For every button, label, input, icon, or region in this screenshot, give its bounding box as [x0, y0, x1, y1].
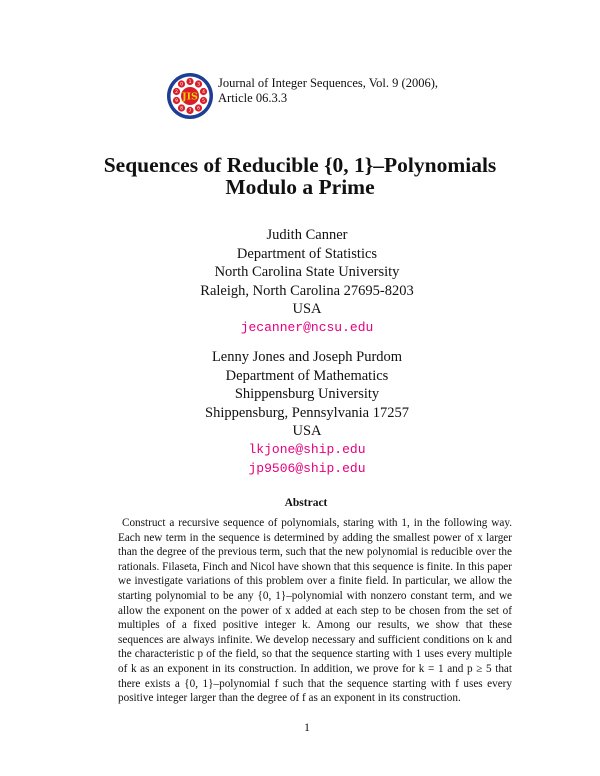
title-line-1: Sequences of Reducible {0, 1}–Polynomials: [103, 153, 497, 177]
logo-digit: 7: [188, 109, 192, 115]
paper-title: [0, 154, 600, 198]
abstract-heading: Abstract: [284, 497, 328, 509]
logo-digit: 0: [180, 82, 183, 88]
journal-citation: [218, 76, 438, 106]
author-1-country: USA: [292, 301, 322, 318]
author-1-city: Raleigh, North Carolina 27695-8203: [200, 282, 414, 299]
author-2-city: Shippensburg, Pennsylvania 17257: [205, 404, 409, 421]
logo-text: JIS: [182, 91, 198, 103]
author-2-block: [0, 348, 600, 478]
author-1-block: [0, 226, 600, 338]
journal-line-1: Journal of Integer Sequences, Vol. 9 (2006),: [218, 76, 438, 90]
logo-digit: 8: [180, 106, 183, 112]
logo-digit: 6: [197, 106, 200, 112]
logo-digit: 3: [197, 82, 200, 88]
logo-digit: 1: [188, 80, 192, 86]
page-number: 1: [304, 720, 310, 734]
logo-digit: 2: [175, 90, 178, 96]
author-2-names: Lenny Jones and Joseph Purdom: [211, 349, 403, 365]
author-2-department: Department of Mathematics: [225, 367, 389, 384]
author-2-email-link-1[interactable]: lkjone@ship.edu: [248, 441, 366, 457]
logo-digit: 4: [202, 90, 205, 96]
author-1-university: North Carolina State University: [214, 264, 400, 281]
author-2-university: Shippensburg University: [234, 386, 380, 403]
author-1-email-link[interactable]: jecanner@ncsu.edu: [240, 319, 374, 335]
logo-digit: 9: [175, 99, 178, 105]
title-line-2: Modulo a Prime: [225, 175, 375, 199]
author-2-country: USA: [292, 423, 322, 440]
abstract-body: Construct a recursive sequence of polynomials, staring with 1, in the following way. Each new term in the sequence is determined by adding the smallest power of x larger than the degree of the previous term, such that the new polynomial is reducible over the rationals. Filaseta, Finch and Nicol have shown that this sequence is finite. In this paper we investigate variations of this problem over a finite field. In particular, we allow the starting polynomial to be any {0, 1}–polynomial with nonzero constant term, and we allow the exponent on the power of x added at each step to be chosen from the set of multiples of a fixed positive integer k. Among our results, we show that these sequences are always infinite. We develop necessary and sufficient conditions on k and the characteristic p of the field, so that the sequence starting with 1 uses every multiple of k as an exponent in its construction. In addition, we prove for k = 1 and p ≥ 5 that there exists a {0, 1}–polynomial f such that the sequence starting with f uses every positive integer larger than the degree of f as an exponent in its construction.: [118, 517, 512, 705]
journal-header: [166, 72, 438, 120]
jis-logo-icon: [166, 72, 214, 120]
author-2-email-link-2[interactable]: jp9506@ship.edu: [248, 460, 366, 476]
author-1-department: Department of Statistics: [236, 245, 378, 262]
journal-line-2: Article 06.3.3: [218, 91, 288, 105]
logo-digit: 5: [202, 99, 205, 105]
author-1-name: Judith Canner: [266, 227, 348, 243]
